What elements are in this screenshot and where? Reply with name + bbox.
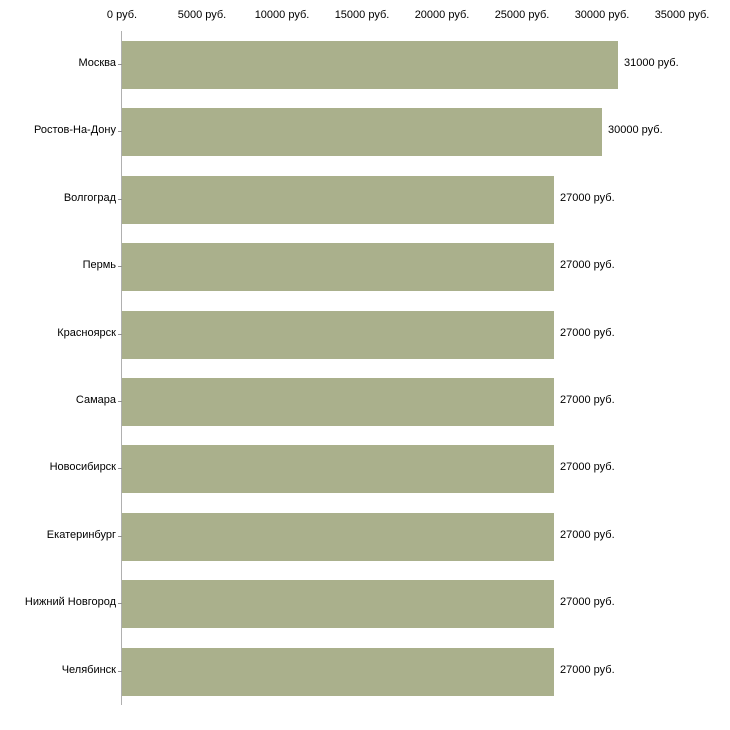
value-label-novosibirsk: 27000 руб.: [560, 461, 615, 474]
category-label-nizhniy-novgorod: Нижний Новгород: [24, 596, 116, 609]
value-label-ekaterinburg: 27000 руб.: [560, 528, 615, 541]
bar-novosibirsk[interactable]: [122, 445, 554, 493]
bar-chelyabinsk[interactable]: [122, 648, 554, 696]
x-axis-tick-labels: [0, 9, 730, 27]
bar-row: [75, 368, 682, 435]
category-label-volgograd: Волгоград: [63, 191, 116, 204]
category-label-chelyabinsk: Челябинск: [61, 663, 116, 676]
category-label-krasnoyarsk: Красноярск: [57, 326, 116, 339]
value-label-perm: 27000 руб.: [560, 259, 615, 272]
x-axis-tick-3: 15000 руб.: [334, 9, 390, 21]
bar-moskva[interactable]: [122, 41, 618, 89]
value-label-samara: 27000 руб.: [560, 394, 615, 406]
bar-krasnoyarsk[interactable]: [122, 311, 554, 359]
x-axis-tick-7: 35000 руб.: [654, 9, 710, 21]
bar-row: [49, 435, 682, 502]
bar-row: [82, 233, 682, 300]
category-label-novosibirsk: Новосибирск: [49, 461, 116, 474]
category-label-rostov-na-donu: Ростов-На-Дону: [33, 124, 116, 137]
x-axis-tick-0: 0 руб.: [106, 9, 138, 21]
plot-area: [24, 31, 682, 705]
x-axis-tick-1: 5000 руб.: [177, 9, 227, 21]
x-axis-tick-5: 25000 руб.: [494, 9, 550, 21]
bar-row: [33, 98, 682, 165]
bar-row: [46, 503, 682, 570]
category-label-moskva: Москва: [78, 57, 116, 69]
category-label-perm: Пермь: [82, 259, 116, 272]
x-axis-tick-2: 10000 руб.: [254, 9, 310, 21]
value-label-rostov-na-donu: 30000 руб.: [608, 124, 663, 137]
value-label-moskva: 31000 руб.: [624, 57, 679, 69]
bar-ekaterinburg[interactable]: [122, 513, 554, 561]
bar-row: [57, 301, 682, 368]
bar-row: [61, 638, 682, 705]
bar-row: [78, 31, 682, 98]
bar-rostov-na-donu[interactable]: [122, 108, 602, 156]
value-label-volgograd: 27000 руб.: [560, 191, 615, 204]
bar-row: [63, 166, 682, 233]
value-label-chelyabinsk: 27000 руб.: [560, 663, 615, 676]
category-label-samara: Самара: [75, 394, 116, 406]
bar-volgograd[interactable]: [122, 176, 554, 224]
bar-perm[interactable]: [122, 243, 554, 291]
value-label-nizhniy-novgorod: 27000 руб.: [560, 596, 615, 609]
category-label-ekaterinburg: Екатеринбург: [46, 528, 116, 541]
x-axis-tick-6: 30000 руб.: [574, 9, 630, 21]
bar-samara[interactable]: [122, 378, 554, 426]
x-axis-tick-4: 20000 руб.: [414, 9, 470, 21]
bar-nizhniy-novgorod[interactable]: [122, 580, 554, 628]
bar-row: [24, 570, 682, 637]
value-label-krasnoyarsk: 27000 руб.: [560, 326, 615, 339]
